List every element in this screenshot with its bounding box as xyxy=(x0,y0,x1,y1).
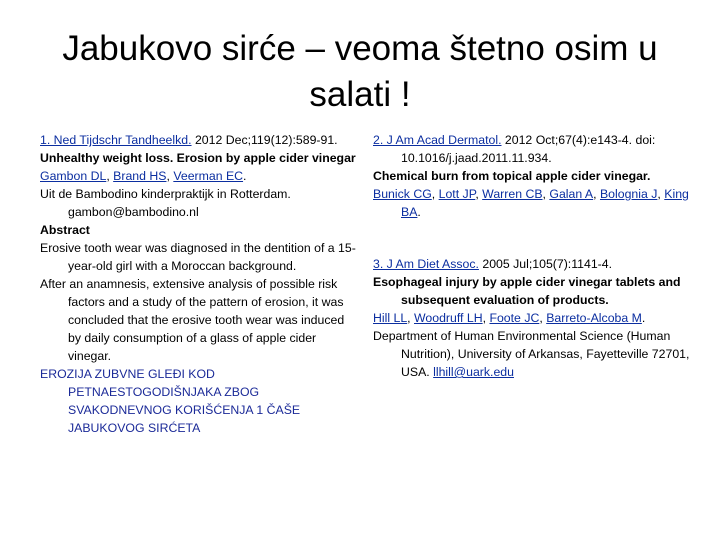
author-link[interactable]: Lott JP xyxy=(438,187,476,201)
abstract-paragraph-1: Erosive tooth wear was diagnosed in the dentition of a 15-year-old girl with a Moroccan background. xyxy=(40,241,356,273)
ref2-citation xyxy=(373,131,703,167)
author-link[interactable]: Woodruff LH xyxy=(414,311,483,325)
abstract-paragraph-2: After an anamnesis, extensive analysis of possible risk factors and a study of the pattern of erosion, it was concluded that the erosive tooth wear was induced by daily consumption of a glass of apple cider vinegar. xyxy=(40,277,345,363)
ref1-affiliation: Uit de Bambodino kinderpraktijk in Rotterdam. gambon@bambodino.nl xyxy=(40,187,291,219)
ref2-title: Chemical burn from topical apple cider vinegar. xyxy=(373,169,651,183)
author-link[interactable]: Brand HS xyxy=(113,169,167,183)
author-link[interactable]: Barreto-Alcoba M xyxy=(546,311,642,325)
serbian-note: EROZIJA ZUBVNE GLEĐI KOD PETNAESTOGODIŠNJAKA ZBOG SVAKODNEVNOG KORIŠĆENJA 1 ČAŠE JABUKOVOG SIRĆETA xyxy=(40,367,301,435)
ref3-citation xyxy=(373,255,703,273)
ref1-journal-link[interactable]: 1. Ned Tijdschr Tandheelkd. xyxy=(40,133,192,147)
author-link[interactable]: Foote JC xyxy=(489,311,540,325)
ref3-details: 2005 Jul;105(7):1141-4. xyxy=(478,257,613,271)
ref1-authors: Gambon DL, Brand HS, Veerman EC. xyxy=(40,169,247,183)
abstract-heading: Abstract xyxy=(40,223,90,237)
ref2-details: 2012 Oct;67(4):e143-4. doi: 10.1016/j.jaad.2011.11.934. xyxy=(401,133,656,165)
ref2-authors: Bunick CG, Lott JP, Warren CB, Galan A, Bolognia J, King BA. xyxy=(373,187,689,219)
ref1-citation xyxy=(40,131,360,149)
ref3-journal-link[interactable]: 3. J Am Diet Assoc. xyxy=(373,257,479,271)
left-column xyxy=(40,131,360,437)
author-link[interactable]: Gambon DL xyxy=(40,169,107,183)
author-link[interactable]: Veerman EC xyxy=(173,169,244,183)
ref1-details: 2012 Dec;119(12):589-91. xyxy=(191,133,338,147)
ref2-journal-link[interactable]: 2. J Am Acad Dermatol. xyxy=(373,133,502,147)
author-link[interactable]: Galan A xyxy=(549,187,594,201)
ref1-title: Unhealthy weight loss. Erosion by apple cider vinegar xyxy=(40,151,356,165)
right-column xyxy=(373,131,703,381)
author-link[interactable]: Warren CB xyxy=(482,187,543,201)
author-link[interactable]: Bunick CG xyxy=(373,187,432,201)
author-link[interactable]: King BA xyxy=(401,187,689,219)
ref3-affiliation xyxy=(373,327,703,381)
ref3-affiliation-text: Department of Human Environmental Science (Human Nutrition), University of Arkansas, Fayetteville 72701, USA. xyxy=(373,329,690,379)
email-link[interactable]: llhill@uark.edu xyxy=(433,365,514,379)
ref3-title: Esophageal injury by apple cider vinegar tablets and subsequent evaluation of products. xyxy=(373,275,681,307)
ref3-authors: Hill LL, Woodruff LH, Foote JC, Barreto-Alcoba M. xyxy=(373,311,646,325)
spacer xyxy=(373,221,703,255)
author-link[interactable]: Hill LL xyxy=(373,311,408,325)
slide-title: Jabukovo sirće – veoma štetno osim u salati ! xyxy=(62,29,658,114)
author-link[interactable]: Bolognia J xyxy=(599,187,658,201)
